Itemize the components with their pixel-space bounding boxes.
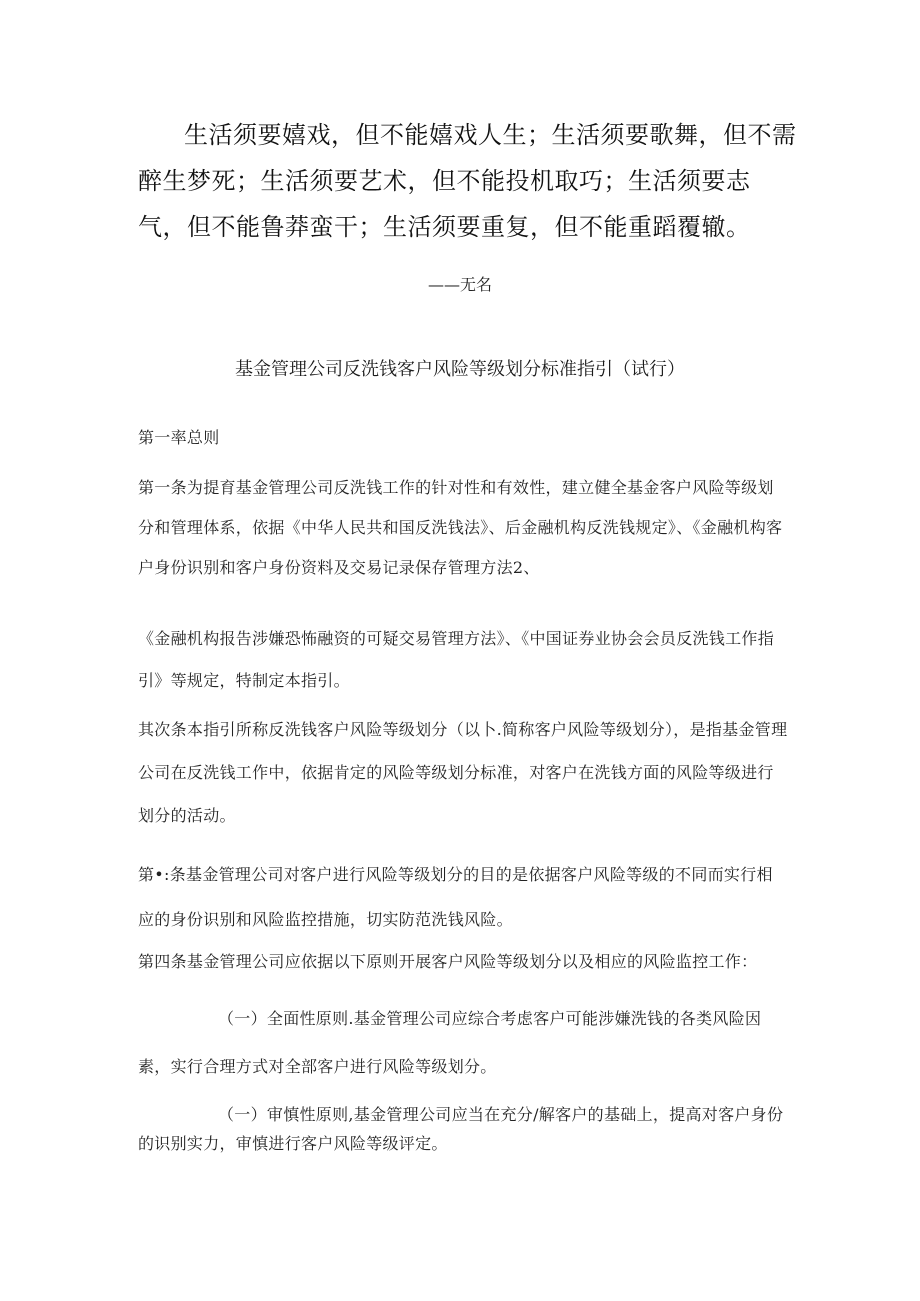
principle-prudence: （一）审慎性原则,基金管理公司应当在充分/解客户的基础上，提高对客户身份的识别实力，审慎进行客户风险等级评定。 (138, 1105, 784, 1153)
quote-author: ——无名 (427, 275, 492, 294)
article-4: 第四条基金管理公司应依据以下原则开展客户风险等级划分以及相应的风险监控工作： (138, 952, 758, 971)
article-1: 第一条为提育基金管理公司反洗钱工作的针对性和有效性，建立健全基金客户风险等级划分和管理体系，依据《中华人民共和国反洗钱法》、后金融机构反洗钱规定》、《金融机构客户身份识别和客户身份资料及交易记录保存管理方法2、 (138, 478, 783, 577)
article-2: 其次条本指引所称反洗钱客户风险等级划分（以卜.简称客户风险等级划分），是指基金管理公司在反洗钱工作中，依据肯定的风险等级划分标准，对客户在洗钱方面的风险等级进行划分的活动。 (138, 720, 788, 825)
principle-comprehensive: （一）全面性原则.基金管理公司应综合考虑客户可能涉嫌洗钱的各类风险因素，实行合理方式对全部客户进行风险等级划分。 (138, 1009, 762, 1076)
article-1-continued: 《金融机构报告涉嫌恐怖融资的可疑交易管理方法》、《中国证券业协会会员反洗钱工作指引》等规定，特制定本指引。 (138, 629, 775, 690)
chapter-heading: 第一率总则 (138, 428, 220, 447)
article-3: 第•:条基金管理公司对客户进行风险等级划分的目的是依据客户风险等级的不同而实行相应的身份识别和风险监控措施，切实防范洗钱风险。 (138, 865, 773, 929)
quote-text: 生活须要嬉戏，但不能嬉戏人生；生活须要歌舞，但不需醉生梦死；生活须要艺术，但不能投机取巧；生活须要志气，但不能鲁莽蛮干；生活须要重复，但不能重蹈覆辙。 (138, 121, 797, 241)
document-title: 基金管理公司反洗钱客户风险等级划分标准指引（试行） (235, 359, 685, 380)
